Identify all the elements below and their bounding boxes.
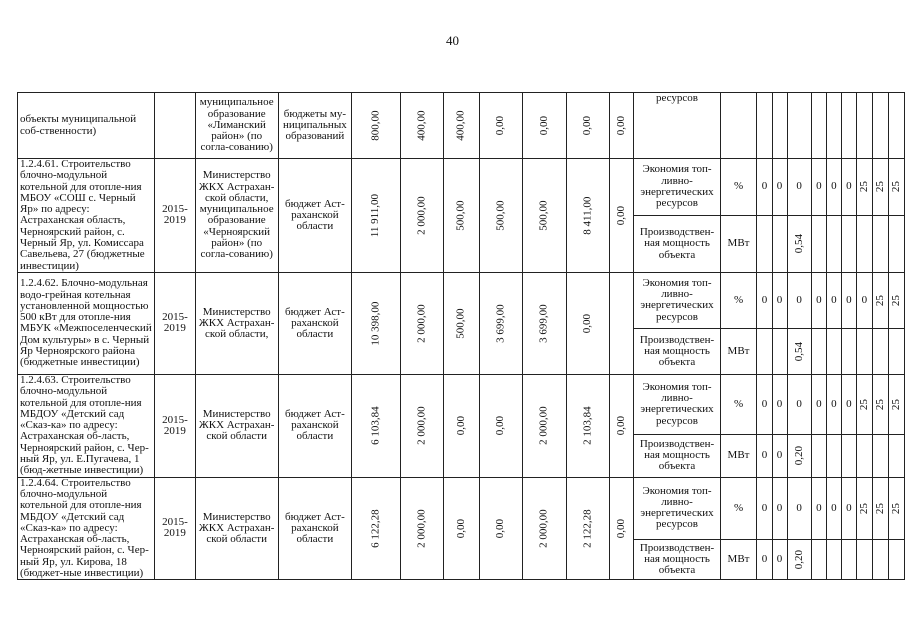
year-value: 0: [811, 374, 826, 434]
year-value: 25: [872, 374, 888, 434]
table-row: [18, 93, 905, 159]
year-value: 0: [757, 477, 772, 539]
table-row: [18, 477, 905, 539]
value-cell: 800,00: [351, 93, 400, 159]
year-value: 25: [888, 374, 904, 434]
indicator-name: Производствен-ная мощность объекта: [634, 539, 720, 580]
row-executor: муниципальное образование «Лиманский район» (по согла-сованию): [195, 93, 278, 159]
year-value: 0: [772, 434, 787, 477]
year-value: 0: [826, 272, 841, 328]
row-name: 1.2.4.62. Блочно-модульная водо-грейная котельная установленной мощностью 500 кВт для отопле-ния МБУК «Межпоселенческий Дом культуры» в с. Черный Яр Черноярского района (бюджетные инвестиции): [18, 272, 155, 374]
indicator-name: Экономия топ-ливно-энергетических ресурсов: [634, 272, 720, 328]
value-cell: 0,00: [444, 477, 479, 580]
page-number: 40: [446, 33, 459, 48]
table-row: [18, 272, 905, 328]
row-source: бюджет Аст-раханской области: [278, 272, 351, 374]
year-value: 0: [787, 477, 811, 539]
value-cell: 6 103,84: [351, 374, 400, 477]
row-name: 1.2.4.63. Строительство блочно-модульной котельной для отопле-ния МБДОУ «Детский сад «Сказ-ка» по адресу: Астраханская об-ласть, Черноярский район, с. Чер-ный Яр, ул. Е.Пугачева, 1 (бюд-жетные инвестиции): [18, 374, 155, 477]
row-source: бюджет Аст-раханской области: [278, 159, 351, 273]
indicator-unit: %: [720, 272, 757, 328]
row-executor: Министерство ЖКХ Астрахан-ской области, муниципальное образование «Черноярский район» (по согла-сованию): [195, 159, 278, 273]
value-cell: 400,00: [400, 93, 444, 159]
value-cell: 2 000,00: [400, 272, 444, 374]
year-value: 0,54: [787, 215, 811, 272]
year-value: [757, 215, 772, 272]
indicator-unit: МВт: [720, 328, 757, 374]
year-value: 25: [872, 159, 888, 216]
value-cell: 0,00: [566, 272, 610, 374]
value-cell: 2 000,00: [400, 374, 444, 477]
year-value: 0: [772, 159, 787, 216]
indicator-name: Экономия топ-ливно-энергетических ресурсов: [634, 159, 720, 216]
year-value: 0: [811, 159, 826, 216]
row-name: 1.2.4.64. Строительство блочно-модульной котельной для отопле-ния МБДОУ «Детский сад «Сказ-ка» по адресу: Астраханская об-ласть, Черноярский район, с. Чер-ный Яр, ул. Кирова, 18 (бюджет-ные инвестиции): [18, 477, 155, 580]
year-value: 25: [856, 477, 872, 539]
year-value: 0: [787, 159, 811, 216]
year-value: 25: [856, 159, 872, 216]
value-cell: 6 122,28: [351, 477, 400, 580]
year-value: 0: [787, 272, 811, 328]
row-period: 2015-2019: [155, 374, 195, 477]
indicator-name: Экономия топ-ливно-энергетических ресурсов: [634, 374, 720, 434]
value-cell: 0,00: [610, 477, 634, 580]
value-cell: 500,00: [444, 272, 479, 374]
year-value: 0,20: [787, 539, 811, 580]
value-cell: 3 699,00: [523, 272, 567, 374]
year-value: 0: [772, 272, 787, 328]
year-value: 0,20: [787, 434, 811, 477]
year-value: 0: [841, 477, 856, 539]
value-cell: 8 411,00: [566, 159, 610, 273]
value-cell: 0,00: [479, 374, 523, 477]
value-cell: 0,00: [479, 93, 523, 159]
value-cell: 2 122,28: [566, 477, 610, 580]
year-value: 25: [856, 374, 872, 434]
year-value: 0: [757, 539, 772, 580]
row-name: объекты муниципальной соб-ственности): [18, 93, 155, 159]
year-value: 0: [772, 374, 787, 434]
value-cell: 0,00: [444, 374, 479, 477]
year-value: 0: [826, 159, 841, 216]
row-period: 2015-2019: [155, 159, 195, 273]
year-value: 0: [826, 374, 841, 434]
year-value: 25: [888, 477, 904, 539]
value-cell: 2 000,00: [523, 374, 567, 477]
row-period: 2015-2019: [155, 477, 195, 580]
value-cell: 2 000,00: [400, 477, 444, 580]
value-cell: 500,00: [523, 159, 567, 273]
indicator-unit: МВт: [720, 539, 757, 580]
year-value: 0: [811, 272, 826, 328]
value-cell: 2 103,84: [566, 374, 610, 477]
year-value: 0: [856, 272, 872, 328]
value-cell: 400,00: [444, 93, 479, 159]
row-period: [155, 93, 195, 159]
indicator-name: Производствен-ная мощность объекта: [634, 328, 720, 374]
indicator-unit: МВт: [720, 434, 757, 477]
year-value: [772, 215, 787, 272]
table-row: [18, 374, 905, 434]
value-cell: 10 398,00: [351, 272, 400, 374]
value-cell: 2 000,00: [523, 477, 567, 580]
year-value: 0: [811, 477, 826, 539]
value-cell: 0,00: [566, 93, 610, 159]
value-cell: 0,00: [610, 93, 634, 159]
table-row: [18, 159, 905, 216]
year-value: [772, 328, 787, 374]
indicator-unit: %: [720, 374, 757, 434]
value-cell: 500,00: [479, 159, 523, 273]
year-value: 0: [787, 374, 811, 434]
row-executor: Министерство ЖКХ Астрахан-ской области,: [195, 272, 278, 374]
year-value: 0: [841, 272, 856, 328]
value-cell: 0,00: [523, 93, 567, 159]
value-cell: 0,00: [479, 477, 523, 580]
indicator-name: ресурсов: [634, 93, 720, 159]
row-period: 2015-2019: [155, 272, 195, 374]
year-value: 25: [872, 477, 888, 539]
value-cell: 0,00: [610, 374, 634, 477]
year-value: 0: [841, 159, 856, 216]
year-value: 25: [888, 272, 904, 328]
year-value: [757, 328, 772, 374]
value-cell: 3 699,00: [479, 272, 523, 374]
row-name: 1.2.4.61. Строительство блочно-модульной котельной для отопле-ния МБОУ «СОШ с. Черный Яр» по адресу: Астраханская область, Черноярский район, с. Черный Яр, ул. Комиссара Савельева, 27 (бюджетные инвестиции): [18, 159, 155, 273]
year-value: 0,54: [787, 328, 811, 374]
indicator-unit: %: [720, 159, 757, 216]
value-cell: 2 000,00: [400, 159, 444, 273]
row-source: бюджеты му-ниципальных образований: [278, 93, 351, 159]
year-value: 0: [757, 434, 772, 477]
indicator-unit: %: [720, 477, 757, 539]
row-source: бюджет Аст-раханской области: [278, 477, 351, 580]
indicator-unit: МВт: [720, 215, 757, 272]
year-value: 0: [772, 477, 787, 539]
year-value: 0: [757, 374, 772, 434]
year-value: 25: [872, 272, 888, 328]
indicator-name: Производствен-ная мощность объекта: [634, 215, 720, 272]
value-cell: 500,00: [444, 159, 479, 273]
year-value: 0: [757, 159, 772, 216]
row-executor: Министерство ЖКХ Астрахан-ской области: [195, 477, 278, 580]
year-value: 0: [826, 477, 841, 539]
value-cell: [610, 272, 634, 374]
year-value: 25: [888, 159, 904, 216]
program-table: [17, 92, 905, 580]
row-source: бюджет Аст-раханской области: [278, 374, 351, 477]
year-value: 0: [841, 374, 856, 434]
year-value: 0: [757, 272, 772, 328]
row-executor: Министерство ЖКХ Астрахан-ской области: [195, 374, 278, 477]
indicator-name: Экономия топ-ливно-энергетических ресурсов: [634, 477, 720, 539]
value-cell: 11 911,00: [351, 159, 400, 273]
value-cell: 0,00: [610, 159, 634, 273]
year-value: 0: [772, 539, 787, 580]
indicator-name: Производствен-ная мощность объекта: [634, 434, 720, 477]
